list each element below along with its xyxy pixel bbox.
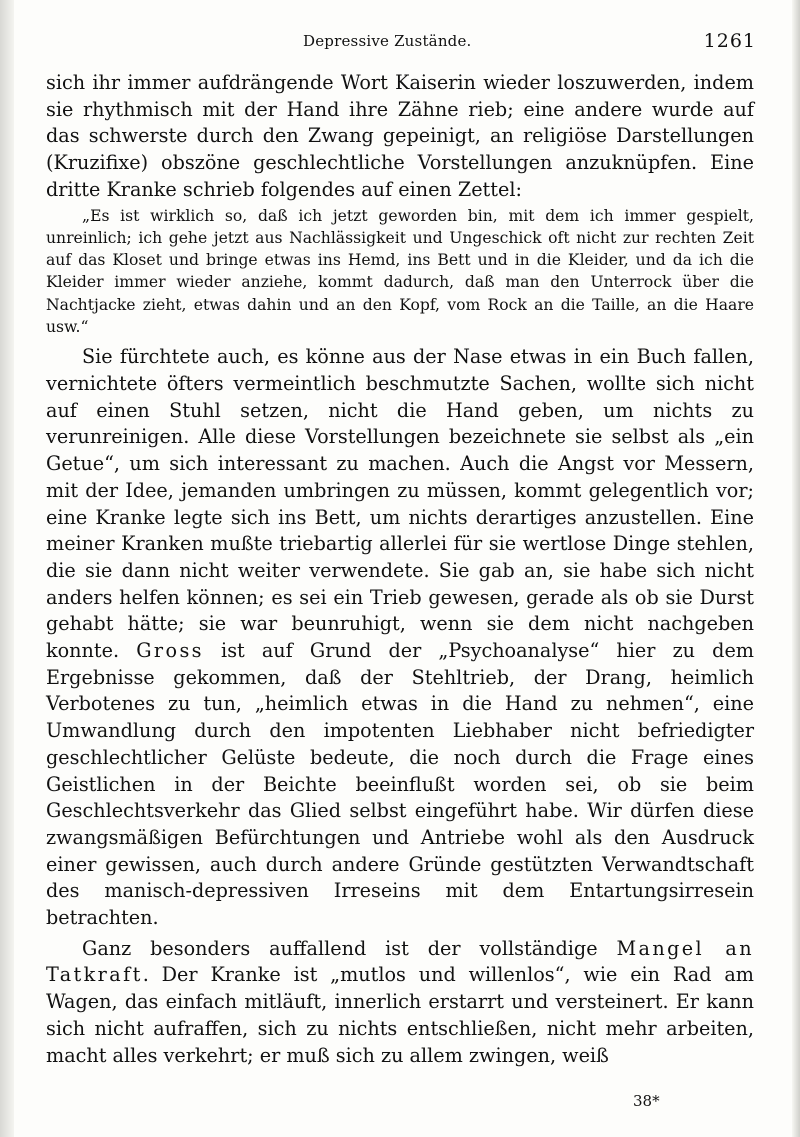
quoted-note: „Es ist wirklich so, daß ich jetzt geworden bin, mit dem ich immer gespielt, unreinlich; ich gehe jetzt aus Nachlässigkeit und Ungeschick oft nicht zur rechten Zeit auf das Kloset und bringe etwas ins Hemd, ins Bett und in die Kleider, und da ich die Kleider immer wieder anziehe, kommt dadurch, daß man den Unterrock über die Nachtjacke zieht, etwas dahin und an den Kopf, vom Rock an die Taille, an die Haare usw.“ bbox=[46, 206, 754, 336]
page-header bbox=[0, 32, 800, 54]
author-name-gross: Gross bbox=[136, 639, 204, 663]
page-edge-right bbox=[792, 0, 800, 1137]
page-body bbox=[46, 70, 754, 1069]
paragraph-3 bbox=[46, 936, 754, 1070]
page-edge-left bbox=[0, 0, 14, 1137]
paragraph-3-text-b: . Der Kranke ist „mutlos und willenlos“, wie ein Rad am Wagen, das einfach mitläuft, innerlich erstarrt und versteinert. Er kann sich nicht aufraffen, sich zu nichts entschließen, nicht mehr arbeiten, macht alles verkehrt; er muß sich zu allem zwingen, weiß bbox=[46, 963, 754, 1067]
page-number: 1261 bbox=[703, 30, 756, 52]
emphasis-mangel-an-tatkraft: Mangel an Tatkraft bbox=[46, 936, 754, 987]
paragraph-1: sich ihr immer aufdrängende Wort Kaiserin wieder loszuwerden, indem sie rhythmisch mit der Hand ihre Zähne rieb; eine andere wurde auf das schwerste durch den Zwang gepeinigt, an religiöse Darstellungen (Kruzifixe) obszöne geschlechtliche Vorstellungen anzuknüpfen. Eine dritte Kranke schrieb folgendes auf einen Zettel: bbox=[46, 71, 754, 201]
paragraph-3-text-a: Ganz besonders auffallend ist der vollständige bbox=[82, 936, 617, 960]
paragraph-2-text-b: ist auf Grund der „Psychoanalyse“ hier zu dem Ergebnisse gekommen, daß der Stehltrieb, der Drang, heimlich Verbotenes zu tun, „heimlich etwas in die Hand zu nehmen“, eine Umwandlung durch den impotenten Liebhaber nicht befriedigter geschlechtlicher Gelüste bedeute, die noch durch die Frage eines Geistlichen in der Beichte beeinflußt worden sei, ob sie beim Geschlechtsverkehr das Glied selbst eingeführt habe. Wir dürfen diese zwangsmäßigen Befürchtungen und Antriebe wohl als den Ausdruck einer gewissen, auch durch andere Gründe gestützten Verwandtschaft des manisch-depressiven Irreseins mit dem Entartungsirresein betrachten. bbox=[46, 639, 754, 930]
paragraph-2-text-a: Sie fürchtete auch, es könne aus der Nase etwas in ein Buch fallen, vernichtete öfters vermeintlich beschmutzte Sachen, wollte sich nicht auf einen Stuhl setzen, nicht die Hand geben, um nichts zu verunreinigen. Alle diese Vorstellungen bezeichnete sie selbst als „ein Getue“, um sich interessant zu machen. Auch die Angst vor Messern, mit der Idee, jemanden umbringen zu müssen, kommt gelegentlich vor; eine Kranke legte sich ins Bett, um nichts derartiges anzustellen. Eine meiner Kranken mußte triebartig allerlei für sie wertlose Dinge stehlen, die sie dann nicht weiter verwendete. Sie gab an, sie habe sich nicht anders helfen können; es sei ein Trieb gewesen, gerade als ob sie Durst gehabt hätte; sie war beunruhigt, wenn sie dem nicht nachgeben konnte. bbox=[46, 345, 754, 663]
paragraph-2 bbox=[46, 344, 754, 931]
printer-signature: 38* bbox=[633, 1092, 660, 1110]
running-head: Depressive Zustände. bbox=[303, 32, 472, 50]
